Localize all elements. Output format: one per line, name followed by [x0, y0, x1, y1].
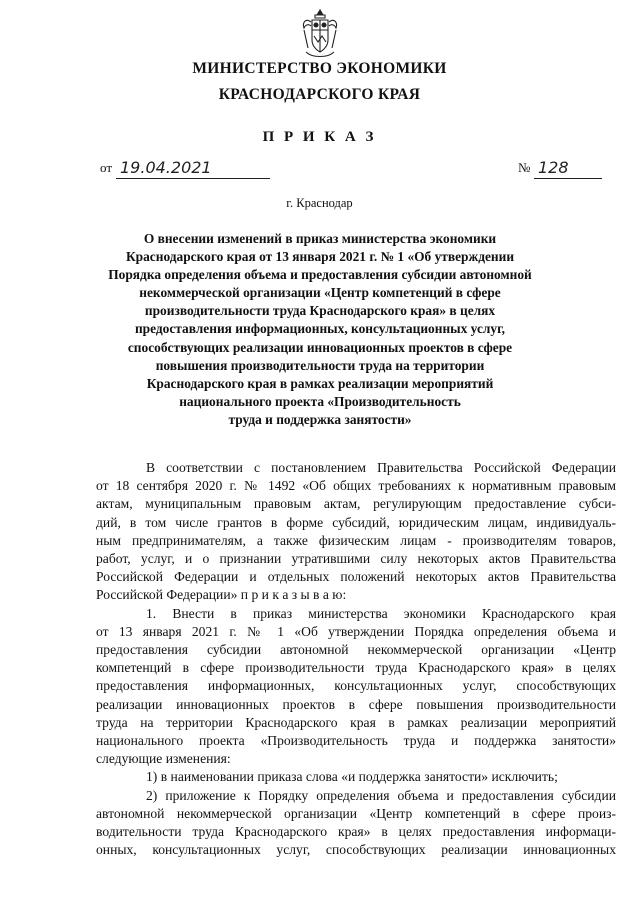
body-line: 2) приложение к Порядку определения объема и предоставления субсидии [146, 787, 616, 803]
subject-line: Краснодарского края в рамках реализации мероприятий [146, 375, 494, 391]
body-line: водительности труда Краснодарского края» в целях предоставления информаци- [96, 824, 616, 840]
body-line: Российской Федерации и отдельных положений некоторых актов Правительства [96, 569, 616, 585]
body-line: реализации инновационных проектов в сфере повышения производительности [96, 696, 616, 712]
date-underline [116, 178, 270, 179]
document-type-title: П Р И К А З [262, 129, 377, 145]
subject-line: Порядка определения объема и предоставления субсидии автономной [108, 267, 532, 283]
number-underline [534, 178, 602, 179]
date-prefix: от [100, 160, 113, 175]
coat-of-arms-icon [300, 8, 340, 60]
subject-line: труда и поддержка занятости» [228, 411, 412, 427]
order-number: 128 [538, 158, 569, 177]
subject-line: О внесении изменений в приказ министерства экономики [143, 231, 497, 246]
number-prefix: № [518, 160, 531, 175]
ministry-name-line2: КРАСНОДАРСКОГО КРАЯ [218, 86, 421, 103]
order-body-text [96, 459, 616, 859]
body-line: Российской Федерации» п р и к а з ы в а ю: [96, 587, 347, 603]
body-line: от 18 сентября 2020 г. № 1492 «Об общих требованиях к нормативным правовым [96, 478, 616, 494]
body-line: 1) в наименовании приказа слова «и поддержка занятости» исключить; [146, 769, 558, 785]
body-line: следующие изменения: [96, 751, 231, 767]
subject-line: национального проекта «Производительность [179, 393, 461, 409]
order-date: 19.04.2021 [120, 158, 212, 177]
subject-line: предоставления информационных, консультационных услуг, [134, 321, 506, 337]
subject-line: повышения производительности труда на территории [155, 357, 485, 373]
subject-line: Краснодарского края от 13 января 2021 г. № 1 «Об утверждении [125, 249, 515, 265]
body-line: предоставления субсидии автономной некоммерческой организации «Центр [96, 642, 616, 658]
body-line: дий, в том числе грантов в форме субсидий, юридическим лицам, индивидуаль- [96, 514, 616, 530]
ministry-name-line1: МИНИСТЕРСТВО ЭКОНОМИКИ [192, 60, 447, 77]
body-line: ным предпринимателям, а также физическим лицам - производителям товаров, [96, 532, 616, 548]
body-line: компетенций в сфере производительности труда Краснодарского края» в целях [96, 660, 616, 676]
body-line: от 13 января 2021 г. № 1 «Об утверждении Порядка определения объема и [96, 623, 616, 639]
subject-line: производительности труда Краснодарского края» в целях [144, 303, 496, 319]
subject-line: способствующих реализации инновационных проектов в сфере [127, 339, 513, 355]
body-line: 1. Внести в приказ министерства экономики Краснодарского края [146, 605, 616, 621]
body-line: В соответствии с постановлением Правительства Российской Федерации [146, 460, 616, 475]
subject-line: некоммерческой организации «Центр компетенций в сфере [139, 285, 501, 301]
body-line: работ, услуг, и о признании утратившими силу некоторых актов Правительства [96, 551, 616, 567]
body-line: предоставления информационных, консультационных услуг, способствующих [96, 678, 616, 694]
city-name: г. Краснодар [286, 196, 353, 210]
body-line: национального проекта «Производительность труда и поддержка занятости» [96, 733, 616, 749]
body-line: актам, муниципальным правовым актам, регулирующим предоставление субси- [96, 496, 616, 512]
order-subject-heading [90, 230, 550, 429]
body-line: труда на территории Краснодарского края в рамках реализации мероприятий [96, 714, 616, 730]
body-line: автономной некоммерческой организации «Центр компетенций в сфере произ- [96, 805, 616, 821]
body-line: онных, консультационных услуг, способствующих реализации инновационных [96, 842, 616, 858]
